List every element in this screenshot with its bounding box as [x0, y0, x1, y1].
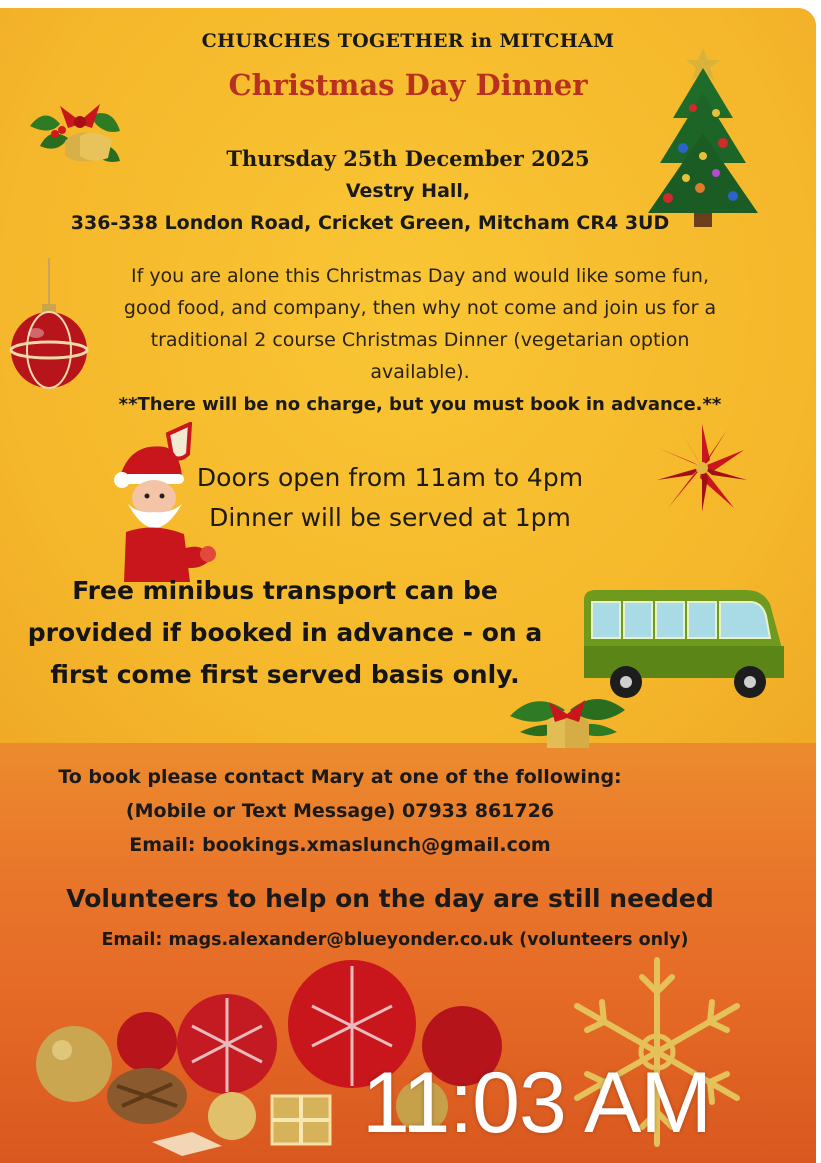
intro-line: If you are alone this Christmas Day and would like some fun,	[130, 265, 710, 287]
volunteers-heading: Volunteers to help on the day are still needed	[66, 884, 714, 913]
no-charge-notice: **There will be no charge, but you must book in advance.**	[118, 394, 722, 415]
intro-line: available).	[370, 361, 470, 383]
event-address: 336-338 London Road, Cricket Green, Mitcham CR4 3UD	[70, 212, 670, 234]
intro-paragraph	[80, 260, 760, 388]
dinner-time-text: Dinner will be served at 1pm	[209, 503, 571, 532]
minibus-notice	[0, 570, 570, 696]
minibus-line: first come first served basis only.	[50, 660, 520, 689]
time-overlay: 11:03 AM	[362, 1055, 711, 1151]
doors-open-text: Doors open from 11am to 4pm	[196, 463, 584, 492]
booking-email: Email: bookings.xmaslunch@gmail.com	[129, 834, 551, 856]
poster	[0, 8, 816, 1163]
minibus-line: Free minibus transport can be	[72, 576, 498, 605]
intro-line: good food, and company, then why not come and join us for a	[123, 297, 717, 319]
opening-times	[110, 458, 670, 538]
booking-phone: (Mobile or Text Message) 07933 861726	[125, 800, 555, 822]
intro-line: traditional 2 course Christmas Dinner (vegetarian option	[150, 329, 690, 351]
minibus-line: provided if booked in advance - on a	[27, 618, 543, 647]
booking-line: To book please contact Mary at one of the following:	[58, 766, 622, 788]
event-title: Christmas Day Dinner	[228, 68, 588, 102]
volunteers-email: Email: mags.alexander@blueyonder.co.uk (volunteers only)	[101, 930, 689, 950]
booking-info	[0, 760, 680, 862]
organizer-heading: CHURCHES TOGETHER in MITCHAM	[201, 30, 615, 52]
event-date: Thursday 25th December 2025	[226, 146, 590, 171]
event-venue: Vestry Hall,	[345, 180, 471, 202]
